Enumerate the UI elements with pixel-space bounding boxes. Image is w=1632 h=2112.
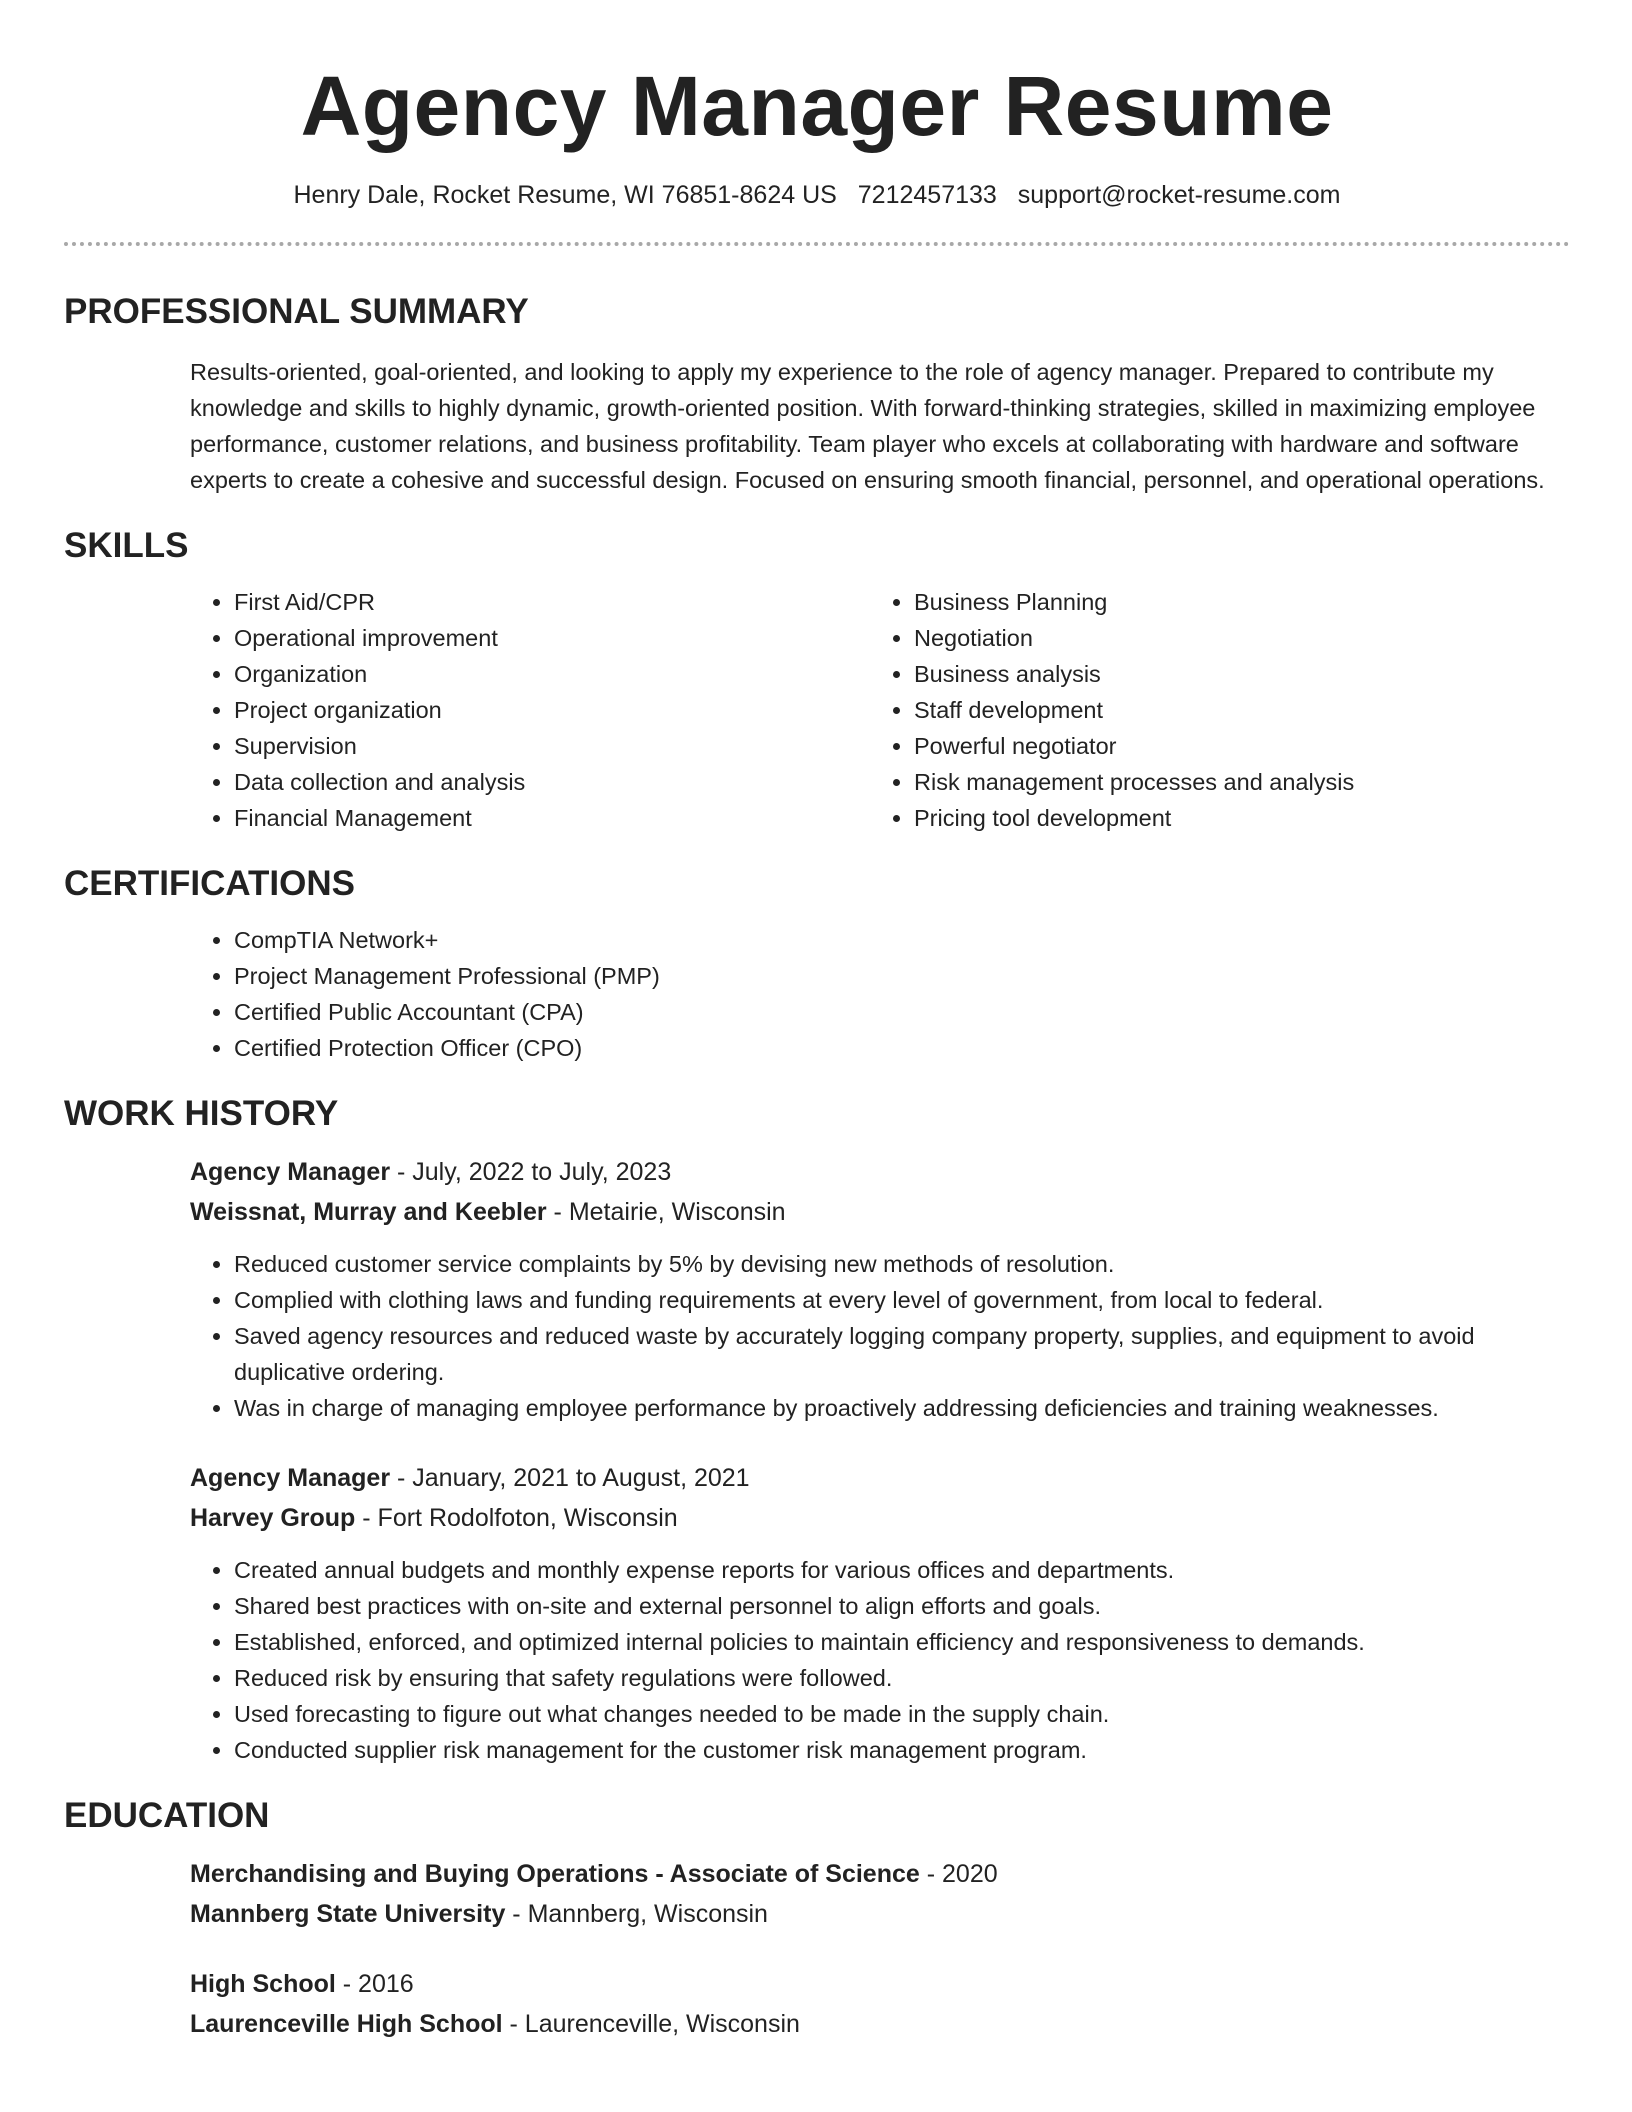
list-item: • Financial Management	[234, 800, 870, 836]
job-bullets	[190, 1246, 1570, 1426]
job-company-line	[190, 1192, 1570, 1232]
list-item: • Organization	[234, 656, 870, 692]
list-item: • First Aid/CPR	[234, 584, 870, 620]
list-item: • Used forecasting to figure out what changes needed to be made in the supply chain.	[234, 1696, 1570, 1732]
education-year: - 2016	[335, 1970, 414, 1998]
job-title-line	[190, 1458, 1570, 1498]
list-item: • CompTIA Network+	[234, 922, 1570, 958]
summary-text: Results-oriented, goal-oriented, and looking to apply my experience to the role of agency manager. Prepared to contribute my knowledge and skills to highly dynamic, growth-oriented position. With forward-thinking strategies, skilled in maximizing employee performance, customer relations, and business profitability. Team player who excels at collaborating with hardware and software experts to create a cohesive and successful design. Focused on ensuring smooth financial, personnel, and operational operations.	[190, 359, 1545, 493]
list-item: • Data collection and analysis	[234, 764, 870, 800]
education-heading: EDUCATION	[64, 1796, 270, 1835]
job-dates: - July, 2022 to July, 2023	[390, 1158, 672, 1186]
list-item: • Complied with clothing laws and funding requirements at every level of government, from local to federal.	[234, 1282, 1570, 1318]
job-company: Harvey Group	[190, 1504, 356, 1532]
skills-list-left	[190, 584, 870, 836]
list-item: • Certified Protection Officer (CPO)	[234, 1030, 1570, 1066]
skills-grid	[190, 584, 1570, 836]
education-entry	[190, 1964, 1570, 2044]
education-school: Laurenceville High School	[190, 2010, 503, 2038]
list-item: • Reduced customer service complaints by 5% by devising new methods of resolution.	[234, 1246, 1570, 1282]
education-school-line	[190, 1894, 1570, 1934]
skills-column-right	[870, 584, 1550, 836]
resume-page	[64, 0, 1570, 2044]
list-item: • Operational improvement	[234, 620, 870, 656]
skills-column-left	[190, 584, 870, 836]
list-item: • Project organization	[234, 692, 870, 728]
work-history-heading: WORK HISTORY	[64, 1094, 339, 1133]
contact-address: Henry Dale, Rocket Resume, WI 76851-8624 US	[293, 181, 837, 209]
skills-list-right	[870, 584, 1550, 836]
list-item: • Project Management Professional (PMP)	[234, 958, 1570, 994]
list-item: • Established, enforced, and optimized internal policies to maintain efficiency and responsiveness to demands.	[234, 1624, 1570, 1660]
list-item: • Reduced risk by ensuring that safety regulations were followed.	[234, 1660, 1570, 1696]
job-entry	[190, 1152, 1570, 1426]
list-item: • Saved agency resources and reduced waste by accurately logging company property, supplies, and equipment to avoid duplicative ordering.	[234, 1318, 1570, 1390]
education-school: Mannberg State University	[190, 1900, 506, 1928]
contact-line	[64, 178, 1570, 212]
education-school-line	[190, 2004, 1570, 2044]
certifications-list	[190, 922, 1570, 1066]
list-item: • Created annual budgets and monthly expense reports for various offices and departments.	[234, 1552, 1570, 1588]
job-dates: - January, 2021 to August, 2021	[390, 1464, 750, 1492]
job-company: Weissnat, Murray and Keebler	[190, 1198, 547, 1226]
job-location: - Metairie, Wisconsin	[546, 1198, 786, 1226]
list-item: • Supervision	[234, 728, 870, 764]
education-entry	[190, 1854, 1570, 1934]
job-title-line	[190, 1152, 1570, 1192]
job-role: Agency Manager	[190, 1158, 391, 1186]
certifications-heading: CERTIFICATIONS	[64, 864, 356, 903]
education-degree-line	[190, 1964, 1570, 2004]
list-item: • Was in charge of managing employee performance by proactively addressing deficiencies and training weaknesses.	[234, 1390, 1570, 1426]
list-item: • Staff development	[914, 692, 1550, 728]
list-item: • Pricing tool development	[914, 800, 1550, 836]
education-degree: Merchandising and Buying Operations - Associate of Science	[190, 1860, 920, 1888]
list-item: • Risk management processes and analysis	[914, 764, 1550, 800]
education-location: - Laurenceville, Wisconsin	[502, 2010, 800, 2038]
page-title: Agency Manager Resume	[300, 59, 1334, 153]
list-item: • Negotiation	[914, 620, 1550, 656]
contact-phone: 7212457133	[857, 181, 997, 209]
education-degree-line	[190, 1854, 1570, 1894]
job-role: Agency Manager	[190, 1464, 391, 1492]
summary-heading: PROFESSIONAL SUMMARY	[64, 292, 529, 331]
skills-heading: SKILLS	[64, 526, 189, 565]
job-entry	[190, 1458, 1570, 1768]
contact-email: support@rocket-resume.com	[1017, 181, 1341, 209]
job-bullets	[190, 1552, 1570, 1768]
job-location: - Fort Rodolfoton, Wisconsin	[355, 1504, 678, 1532]
header-divider	[64, 242, 1570, 246]
list-item: • Business analysis	[914, 656, 1550, 692]
list-item: • Shared best practices with on-site and external personnel to align efforts and goals.	[234, 1588, 1570, 1624]
job-company-line	[190, 1498, 1570, 1538]
education-degree: High School	[190, 1970, 336, 1998]
list-item: • Powerful negotiator	[914, 728, 1550, 764]
list-item: • Certified Public Accountant (CPA)	[234, 994, 1570, 1030]
certifications-block	[190, 922, 1570, 1066]
education-location: - Mannberg, Wisconsin	[505, 1900, 768, 1928]
education-year: - 2020	[919, 1860, 998, 1888]
list-item: • Conducted supplier risk management for the customer risk management program.	[234, 1732, 1570, 1768]
list-item: • Business Planning	[914, 584, 1550, 620]
